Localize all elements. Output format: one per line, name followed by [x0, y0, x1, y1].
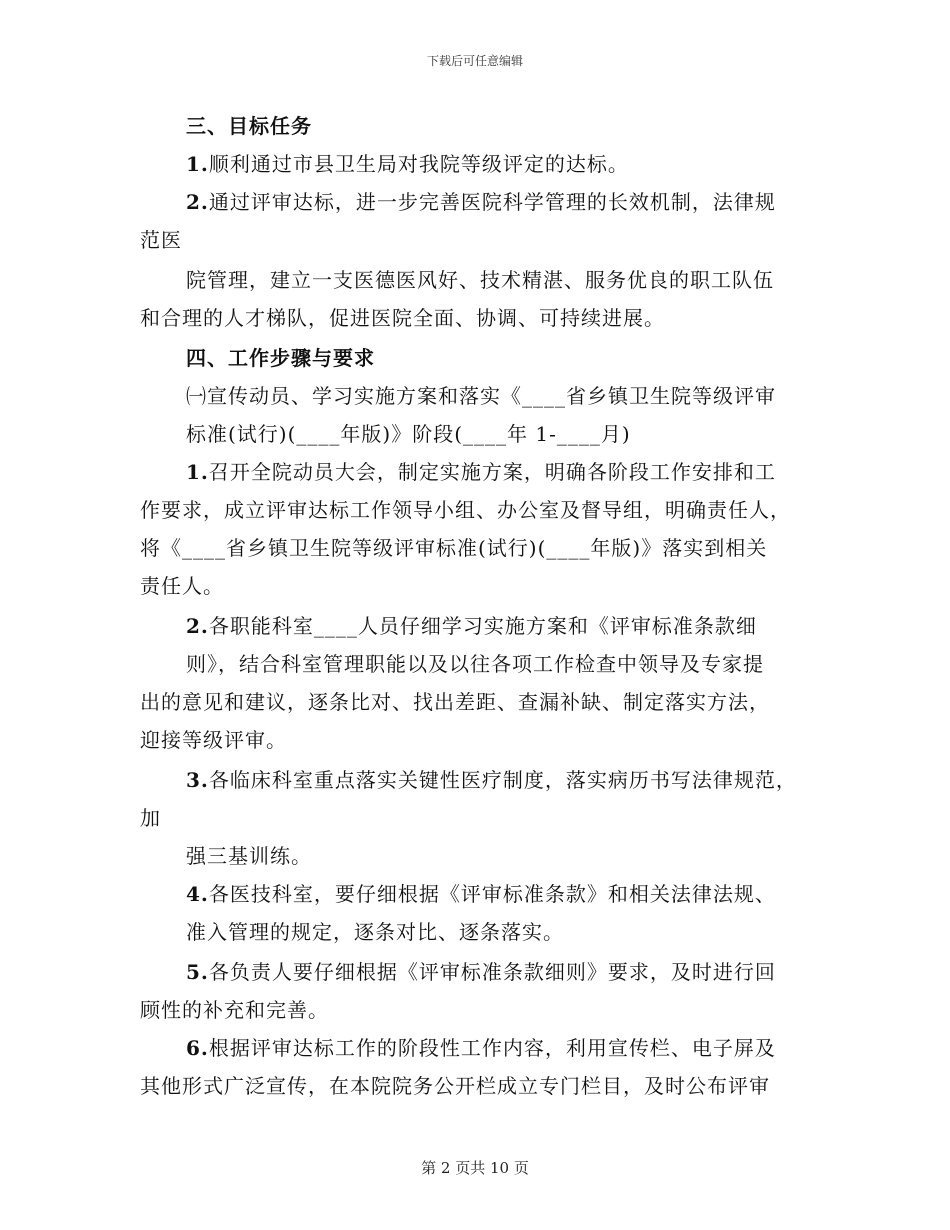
page-footer: 第 2 页共 10 页: [421, 1159, 529, 1177]
line-text: 顺利通过市县卫生局对我院等级评定的达标。: [208, 152, 629, 176]
line-text: 三、目标任务: [186, 114, 312, 138]
line-text: 标准(试行)(____年版)》阶段(____年 1-____月): [186, 422, 631, 446]
line-text: 召开全院动员大会，制定实施方案，明确各阶段工作安排和工: [208, 460, 776, 484]
line-text: 各负责人要仔细根据《评审标准条款细则》要求，及时进行回: [208, 960, 776, 984]
section-heading: [140, 108, 312, 145]
paragraph-line: [140, 1068, 770, 1105]
page-header-note: 下载后可任意编辑: [426, 54, 523, 68]
line-text: 其他形式广泛宣传，在本院院务公开栏成立专门栏目，及时公布评审: [140, 1074, 770, 1098]
paragraph-line: [140, 416, 631, 453]
paragraph-line: [140, 184, 776, 221]
paragraph-line: [140, 914, 564, 951]
line-text: ㈠宣传动员、学习实施方案和落实《____省乡镇卫生院等级评审: [186, 384, 776, 408]
line-text: 强三基训练。: [186, 844, 312, 868]
line-text: 院管理，建立一支医德医风好、技术精湛、服务优良的职工队伍: [186, 268, 774, 292]
paragraph-line: [140, 530, 767, 567]
paragraph-line: [140, 954, 776, 991]
paragraph-line: [140, 684, 770, 721]
line-text: 各医技科室，要仔细根据《评审标准条款》和相关法律法规、: [208, 882, 776, 906]
line-text: 作要求，成立评审达标工作领导小组、办公室及督导组，明确责任人，: [140, 498, 791, 522]
paragraph-line: [140, 378, 776, 415]
line-text: 将《____省乡镇卫生院等级评审标准(试行)(____年版)》落实到相关: [140, 536, 768, 560]
line-text: 和合理的人才梯队，促进医院全面、协调、可持续进展。: [140, 306, 665, 330]
item-number: 4.: [186, 882, 209, 906]
paragraph-line: [140, 992, 329, 1029]
line-text: 迎接等级评审。: [140, 728, 287, 752]
line-text: 各职能科室____人员仔细学习实施方案和《评审标准条款细: [208, 614, 757, 638]
line-text: 根据评审达标工作的阶段性工作内容，利用宣传栏、电子屏及: [208, 1036, 776, 1060]
paragraph-line: [140, 646, 764, 683]
line-text: 责任人。: [140, 574, 224, 598]
line-text: 顾性的补充和完善。: [140, 998, 329, 1022]
item-number: 1.: [186, 460, 209, 484]
paragraph-line: [140, 608, 757, 645]
paragraph-line: [140, 722, 287, 759]
paragraph-line: [140, 876, 776, 913]
paragraph-line: [140, 1030, 776, 1067]
paragraph-line: [140, 568, 224, 605]
paragraph-line: [140, 222, 182, 259]
paragraph-line: [140, 492, 791, 529]
line-text: 四、工作步骤与要求: [186, 346, 375, 370]
item-number: 6.: [186, 1036, 209, 1060]
line-text: 范医: [140, 228, 182, 252]
item-number: 2.: [186, 190, 209, 214]
line-text: 准入管理的规定，逐条对比、逐条落实。: [186, 920, 564, 944]
paragraph-line: [140, 454, 776, 491]
line-text: 各临床科室重点落实关键性医疗制度，落实病历书写法律规范，: [208, 768, 797, 792]
item-number: 5.: [186, 960, 209, 984]
paragraph-line: [140, 762, 797, 799]
paragraph-line: [140, 146, 629, 183]
item-number: 2.: [186, 614, 209, 638]
section-heading: [140, 340, 375, 377]
paragraph-line: [140, 800, 161, 837]
line-text: 出的意见和建议，逐条比对、找出差距、查漏补缺、制定落实方法，: [140, 690, 770, 714]
paragraph-line: [140, 262, 774, 299]
line-text: 则》，结合科室管理职能以及以往各项工作检查中领导及专家提: [186, 652, 764, 676]
paragraph-line: [140, 300, 665, 337]
paragraph-line: [140, 838, 312, 875]
item-number: 1.: [186, 152, 209, 176]
item-number: 3.: [186, 768, 209, 792]
line-text: 加: [140, 806, 161, 830]
line-text: 通过评审达标，进一步完善医院科学管理的长效机制，法律规: [208, 190, 776, 214]
